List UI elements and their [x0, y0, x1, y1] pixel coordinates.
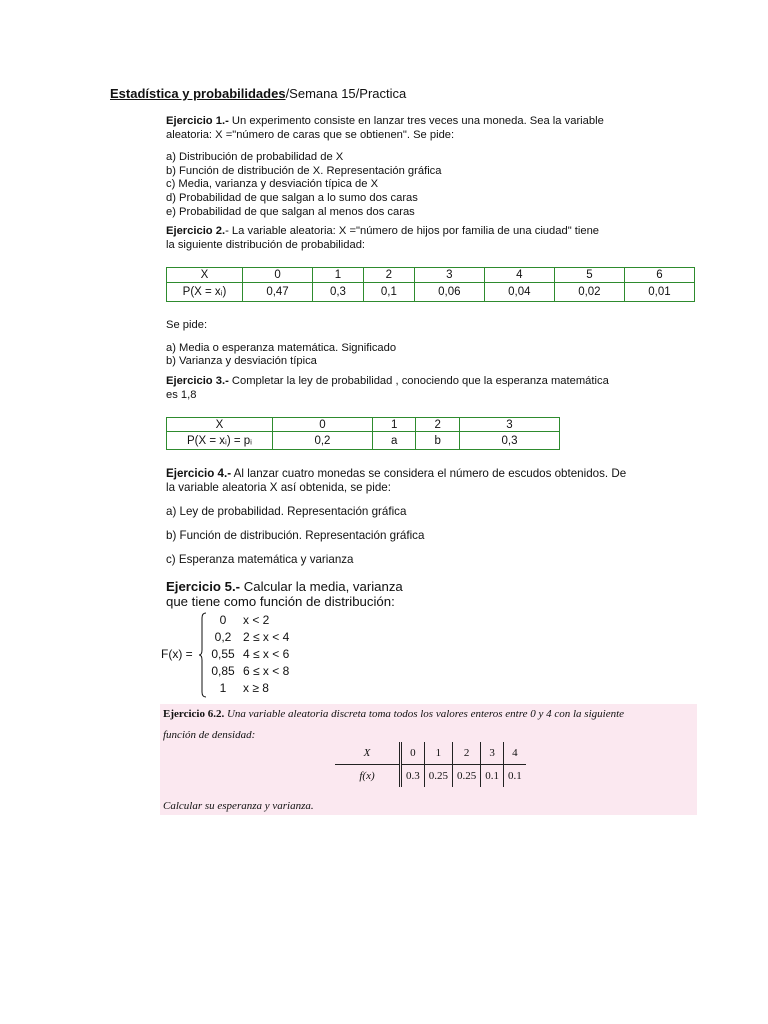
table-header-cell: X: [167, 418, 273, 432]
exercise-5: [166, 579, 403, 609]
table-cell: 0.1: [481, 765, 504, 788]
ex2-item: b) Varianza y desviación típica: [166, 355, 317, 368]
exercise-2: [166, 225, 599, 252]
table-cell: 0,47: [243, 283, 313, 302]
ex2-questions: [166, 319, 396, 369]
ex1-item: e) Probabilidad de que salgan al menos dos caras: [166, 205, 415, 218]
table-cell: 0,2: [273, 432, 373, 450]
ex2-item: a) Media o esperanza matemática. Significado: [166, 341, 397, 354]
ex6-line2: función de densidad:: [163, 729, 256, 741]
exercise-1: [166, 115, 604, 219]
header-path: /Semana 15/Practica: [285, 86, 407, 101]
table-header-cell: P(X = xᵢ): [167, 283, 243, 302]
ex5-line2: que tiene como función de distribución:: [166, 594, 395, 609]
table-cell: b: [416, 432, 460, 450]
ex1-line2: aleatoria: X ="número de caras que se obtienen". Se pide:: [166, 128, 455, 141]
ex6-footer: Calcular su esperanza y varianza.: [163, 800, 314, 812]
piece-row: 0,55 4 ≤ x < 6: [211, 647, 290, 661]
table-cell: 3: [460, 418, 560, 432]
density-table: [335, 742, 526, 787]
ex1-line1: Ejercicio 1.- Un experimento consiste en lanzar tres veces una moneda. Sea la variable: [166, 115, 604, 127]
table-header-cell: P(X = xᵢ) = pᵢ: [167, 432, 273, 450]
table-cell: 2: [363, 268, 414, 283]
table-cell: 0.25: [453, 765, 481, 788]
table-cell: 3: [414, 268, 484, 283]
page-header: [110, 86, 406, 101]
exercise-4: [166, 467, 626, 567]
ex3-line1: Ejercicio 3.- Completar la ley de probabilidad , conociendo que la esperanza matemática: [166, 375, 609, 387]
ex2-line1: Ejercicio 2.- La variable aleatoria: X ="número de hijos por familia de una ciudad" tiene: [166, 225, 600, 237]
table-cell: 0,3: [313, 283, 364, 302]
piece-row: 0,85 6 ≤ x < 8: [211, 664, 290, 678]
table-cell: 2: [453, 742, 481, 765]
piece-row: 1 x ≥ 8: [219, 681, 269, 695]
table-cell: 0.1: [504, 765, 526, 788]
table-cell: 1: [424, 742, 452, 765]
table-cell: 4: [504, 742, 526, 765]
table-cell: 0,02: [554, 283, 624, 302]
ex4-item: a) Ley de probabilidad. Representación gráfica: [166, 505, 407, 518]
course-title: Estadística y probabilidades: [110, 86, 286, 101]
table-cell: 0: [243, 268, 313, 283]
table-cell: 0,3: [460, 432, 560, 450]
table-header-cell: X: [335, 742, 401, 765]
table-cell: 0,1: [363, 283, 414, 302]
ex2-probability-table: [166, 267, 695, 302]
ex4-line2: la variable aleatoria X así obtenida, se pide:: [166, 481, 391, 494]
table-cell: a: [372, 432, 416, 450]
ex1-item: d) Probabilidad de que salgan a lo sumo dos caras: [166, 191, 418, 204]
ex4-line1: Ejercicio 4.- Al lanzar cuatro monedas se considera el número de escudos obtenidos. De: [166, 467, 627, 480]
ex4-item: c) Esperanza matemática y varianza: [166, 553, 354, 566]
piece-row: 0,2 2 ≤ x < 4: [214, 630, 290, 644]
ex1-item: b) Función de distribución de X. Representación gráfica: [166, 164, 442, 177]
ex1-item: a) Distribución de probabilidad de X: [166, 151, 344, 164]
table-cell: 3: [481, 742, 504, 765]
table-cell: 0,06: [414, 283, 484, 302]
fx-label: F(x) =: [161, 647, 193, 661]
table-header-cell: X: [167, 268, 243, 283]
ex3-line2: es 1,8: [166, 388, 197, 401]
table-cell: 0: [401, 742, 425, 765]
ex4-item: b) Función de distribución. Representación gráfica: [166, 529, 425, 542]
ex3-probability-table: [166, 417, 560, 450]
distribution-function: [161, 612, 321, 698]
table-cell: 0.25: [424, 765, 452, 788]
ex5-line1: Ejercicio 5.- Calcular la media, varianza: [166, 579, 403, 594]
exercise-6-box: [160, 704, 697, 815]
table-cell: 5: [554, 268, 624, 283]
table-cell: 0: [273, 418, 373, 432]
table-header-cell: f(x): [359, 770, 375, 782]
table-cell: 2: [416, 418, 460, 432]
table-cell: 1: [313, 268, 364, 283]
table-cell: 0,01: [624, 283, 694, 302]
piece-row: 0 x < 2: [219, 613, 270, 627]
table-cell: 0,04: [484, 283, 554, 302]
exercise-3: [166, 375, 609, 402]
table-cell: 6: [624, 268, 694, 283]
ex1-item: c) Media, varianza y desviación típica de X: [166, 178, 379, 191]
table-cell: 1: [372, 418, 416, 432]
se-pide-label: Se pide:: [166, 319, 208, 331]
ex2-line2: la siguiente distribución de probabilidad:: [166, 238, 366, 251]
table-cell: 4: [484, 268, 554, 283]
ex6-line1: Ejercicio 6.2. Una variable aleatoria discreta toma todos los valores enteros entre 0 y 4 con la siguiente: [163, 708, 625, 720]
table-cell: 0.3: [401, 765, 425, 788]
